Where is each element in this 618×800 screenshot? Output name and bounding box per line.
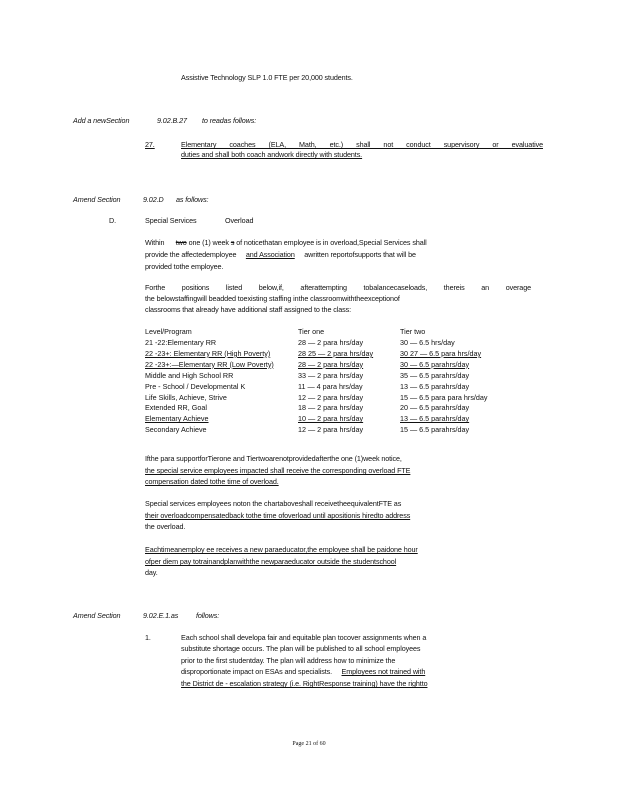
sec1-rest: to readas follows: xyxy=(202,116,257,125)
p4-line3: the overload. xyxy=(145,522,186,531)
row-level: Secondary Achieve xyxy=(145,425,207,435)
row-tier-two: 35 — 6.5 parahrs/day xyxy=(400,370,470,380)
table-row xyxy=(145,414,545,423)
table-row xyxy=(145,382,545,391)
table-row xyxy=(145,425,545,434)
p1-line3: provided tothe employee. xyxy=(145,262,224,271)
sec2-letter: D. xyxy=(109,216,116,225)
row-tier-one: 11 — 4 para hrs/day xyxy=(298,381,363,391)
row-tier-one: 28 25 — 2 para hrs/day xyxy=(298,348,374,358)
table-row xyxy=(145,393,545,402)
sec3-line1: Each school shall developa fair and equitable plan tocover assignments when a xyxy=(181,633,427,642)
row-level: 22 -23+: Elementary RR (High Poverty) xyxy=(145,348,271,358)
row-tier-one: 12 — 2 para hrs/day xyxy=(298,392,364,402)
p5-line3: day. xyxy=(145,568,158,577)
p5-line2: ofper diem pay totrainandplanwiththe newparaeducator outside the studentschool xyxy=(145,557,397,566)
row-level: Elementary Achieve xyxy=(145,414,209,424)
row-tier-two: 13 — 6.5 parahrs/day xyxy=(400,414,470,424)
sec3-rest: follows: xyxy=(196,611,220,620)
sec3-item-number: 1. xyxy=(145,633,151,642)
col-level: Level/Program xyxy=(145,327,192,336)
table-row xyxy=(145,371,545,380)
row-level: Extended RR, Goal xyxy=(145,403,207,413)
row-tier-two: 30 27 — 6.5 para hrs/day xyxy=(400,348,482,358)
row-tier-two: 30 — 6.5 hrs/day xyxy=(400,338,455,347)
row-level: 22 -23+:—Elementary RR (Low Poverty) xyxy=(145,359,274,369)
table-header xyxy=(145,327,545,336)
row-tier-two: 20 — 6.5 parahrs/day xyxy=(400,403,470,413)
row-tier-one: 28 — 2 para hrs/day xyxy=(298,338,364,347)
p2-line1: Forthe positions listed below,if, afterattempting tobalancecaseloads, thereis an overage xyxy=(145,283,531,292)
p3-line1: Ifthe para supportforTierone and Tiertwoarenotprovidedafterthe one (1)week notice, xyxy=(145,454,402,463)
sec3-line2: substitute shortage occurs. The plan will be published to all school employees xyxy=(181,644,421,653)
p4-line1: Special services employees noton the chartaboveshall receivetheequivalentFTE as xyxy=(145,499,402,508)
sec3-number: 9.02.E.1.as xyxy=(143,611,179,620)
sec1-item-number: 27. xyxy=(145,140,155,149)
row-level: Middle and High School RR xyxy=(145,370,234,380)
row-tier-two: 15 — 6.5 parahrs/day xyxy=(400,425,470,435)
row-level: 21 -22:Elementary RR xyxy=(145,338,217,347)
row-tier-two: 30 — 6.5 parahrs/day xyxy=(400,359,470,369)
sec2-number: 9.02.D xyxy=(143,195,164,204)
sec3-line5: the District de - escalation strategy (i.e. RightResponse training) have the rightto xyxy=(181,679,428,688)
table-row xyxy=(145,338,545,347)
p3-line2: the special service employees impacted shall receive the corresponding overload FTE xyxy=(145,466,411,475)
p4-line2: their overloadcompensatedback tothe time ofoverload until apositionis hiredto address xyxy=(145,511,411,520)
row-tier-one: 10 — 2 para hrs/day xyxy=(298,414,364,424)
row-tier-one: 12 — 2 para hrs/day xyxy=(298,425,364,435)
row-tier-one: 33 — 2 para hrs/day xyxy=(298,370,364,380)
page-number: Page 21 of 60 xyxy=(292,741,326,747)
p1-line2: provide the affectedemployee and Association awritten reportofsupports that will be xyxy=(145,250,416,259)
col-tier-two: Tier two xyxy=(400,327,426,336)
p2-line3: classrooms that already have additional staff assigned to the class: xyxy=(145,305,352,314)
row-tier-two: 13 — 6.5 parahrs/day xyxy=(400,381,470,391)
row-tier-two: 15 — 6.5 para para hrs/day xyxy=(400,392,488,402)
sec1-item-line1: Elementary coaches (ELA, Math, etc.) shall not conduct supervisory or evaluative xyxy=(181,140,543,149)
col-tier-one: Tier one xyxy=(298,327,325,336)
sec1-number: 9.02.B.27 xyxy=(157,116,187,125)
table-row xyxy=(145,403,545,412)
sec1-item-line2: duties and shall both coach andwork directly with students. xyxy=(181,150,363,159)
p3-line3: compensation dated tothe time of overload. xyxy=(145,477,279,486)
sec1-verb: Add a newSection xyxy=(73,116,130,125)
table-row xyxy=(145,360,545,369)
sec2-heading-a: Special Services xyxy=(145,216,197,225)
p5-line1: Eachtimeanemploy ee receives a new paraeducator,the employee shall be paidone hour xyxy=(145,545,418,554)
row-level: Life Skills, Achieve, Strive xyxy=(145,392,227,402)
p2-line2: the belowstaffingwill beadded toexisting staffing inthe classroomwiththeexceptionof xyxy=(145,294,400,303)
row-tier-one: 18 — 2 para hrs/day xyxy=(298,403,364,413)
sec3-line3: prior to the first studentday. The plan will address how to minimize the xyxy=(181,656,396,665)
sec3-verb: Amend Section xyxy=(73,611,121,620)
sec2-verb: Amend Section xyxy=(73,195,121,204)
row-level: Pre - School / Developmental K xyxy=(145,381,246,391)
sec2-heading-b: Overload xyxy=(225,216,254,225)
table-row xyxy=(145,349,545,358)
row-tier-one: 28 — 2 para hrs/day xyxy=(298,359,364,369)
assistive-tech-line: Assistive Technology SLP 1.0 FTE per 20,000 students. xyxy=(181,73,353,82)
sec2-rest: as follows: xyxy=(176,195,209,204)
p1-line1: Within two one (1) week s of noticethatan employee is in overload,Special Services shall xyxy=(145,238,427,247)
sec3-line4: disproportionate impact on ESAs and specialists. Employees not trained with xyxy=(181,667,426,676)
